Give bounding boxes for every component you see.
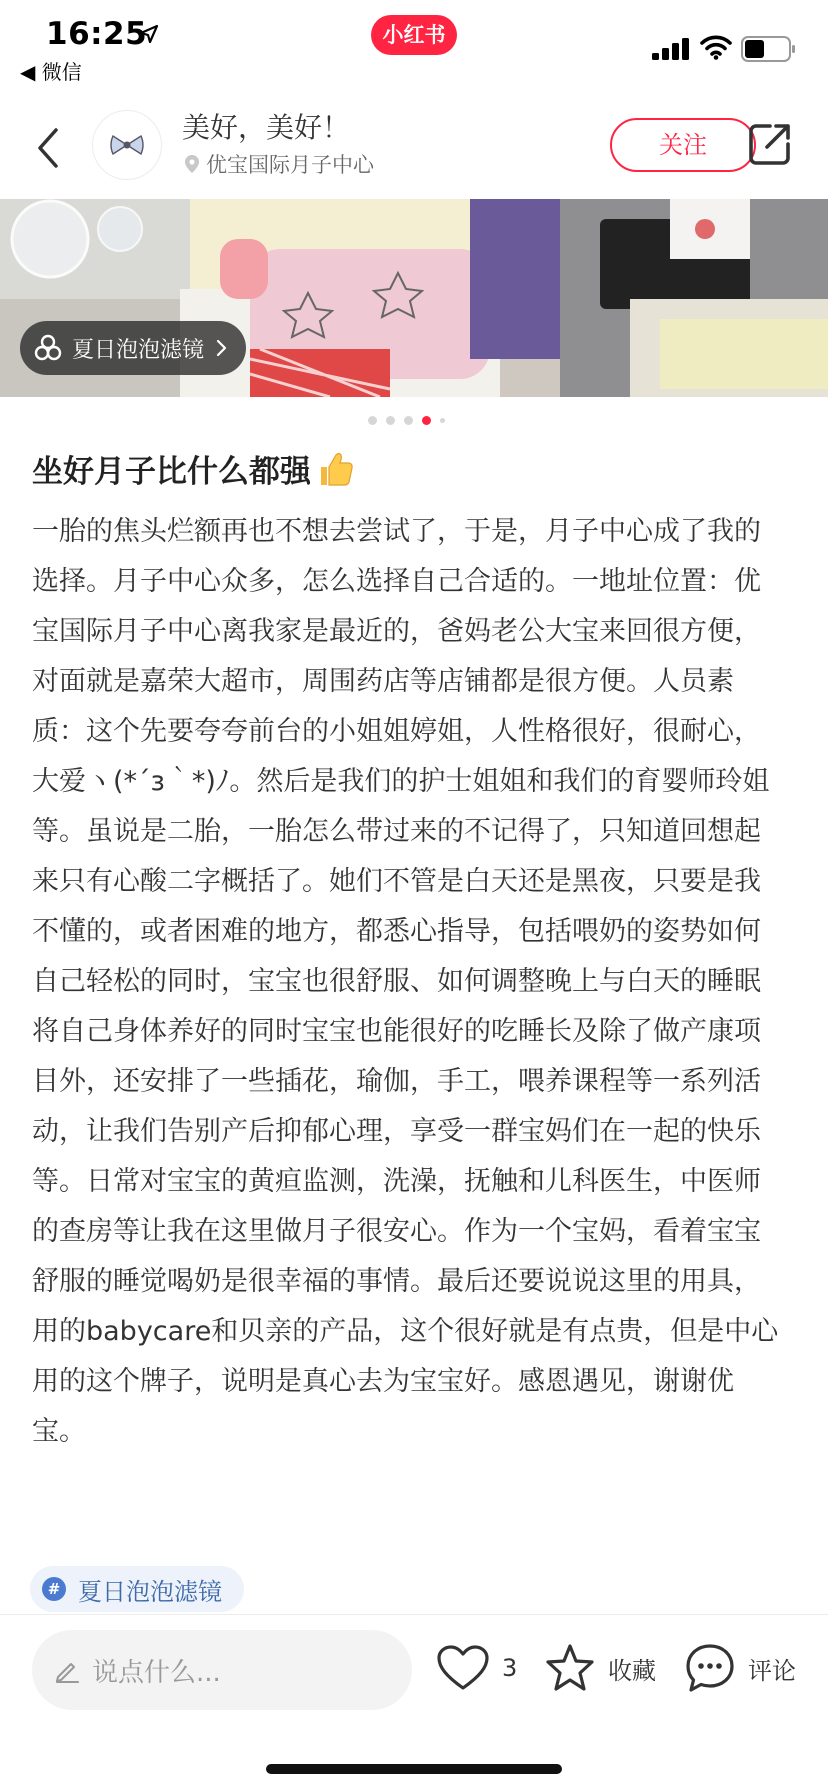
bow-icon	[93, 111, 161, 179]
page-dot	[404, 416, 413, 425]
collect-label: 收藏	[608, 1656, 656, 1685]
filter-label: 夏日泡泡滤镜	[72, 337, 205, 363]
chevron-right-icon	[216, 339, 228, 357]
location-name: 优宝国际月子中心	[206, 153, 374, 177]
location-arrow-icon	[139, 24, 159, 44]
bottom-divider	[0, 1614, 828, 1615]
comment-placeholder: 说点什么...	[92, 1657, 221, 1688]
hashtag-label: 夏日泡泡滤镜	[78, 1577, 222, 1606]
collect-button[interactable]	[544, 1640, 656, 1696]
bubbles-icon	[34, 334, 62, 362]
heart-icon	[436, 1644, 490, 1692]
comment-button[interactable]	[684, 1640, 796, 1696]
status-bar	[0, 0, 828, 90]
pencil-icon	[54, 1657, 80, 1683]
page-dot	[440, 418, 445, 423]
like-count: 3	[502, 1654, 518, 1682]
follow-button[interactable]: 关注	[610, 118, 756, 172]
comment-input[interactable]	[32, 1630, 412, 1710]
share-icon[interactable]	[748, 122, 792, 166]
author-name[interactable]: 美好，美好！	[182, 111, 351, 144]
image-page-indicator	[368, 416, 454, 425]
page-dot	[386, 416, 395, 425]
hashtag-chip[interactable]	[30, 1566, 244, 1612]
post-header	[0, 100, 828, 196]
location-tag[interactable]	[184, 150, 374, 178]
signal-icon	[652, 38, 690, 60]
star-icon	[544, 1643, 596, 1693]
page-dot	[368, 416, 377, 425]
location-pin-icon	[184, 154, 200, 174]
filter-badge[interactable]	[20, 321, 246, 375]
post-title	[32, 446, 355, 491]
back-to-app-link[interactable]: ◀ 微信	[20, 60, 82, 84]
wifi-icon	[700, 34, 732, 60]
author-avatar[interactable]	[92, 110, 162, 180]
back-chevron-icon[interactable]	[26, 120, 70, 176]
home-indicator[interactable]	[266, 1764, 562, 1774]
page-dot-active	[422, 416, 431, 425]
post-title-text: 坐好月子比什么都强	[32, 454, 311, 490]
thumbs-up-icon	[315, 449, 355, 489]
post-image[interactable]	[0, 199, 828, 397]
hashtag-icon: #	[42, 1577, 66, 1601]
app-logo: 小红书	[371, 15, 457, 55]
status-time: 16:25	[46, 16, 148, 52]
like-button[interactable]	[436, 1640, 517, 1696]
post-body: 一胎的焦头烂额再也不想去尝试了，于是，月子中心成了我的选择。月子中心众多，怎么选择自己合适的。一地址位置：优宝国际月子中心离我家是最近的，爸妈老公大宝来回很方便，对面就是嘉荣大超市，周围药店等店铺都是很方便。人员素质：这个先要夸夸前台的小姐姐婷姐，人性格很好，很耐心，大爱ヽ(*´з｀*)ﾉ。然后是我们的护士姐姐和我们的育婴师玲姐等。虽说是二胎，一胎怎么带过来的不记得了，只知道回想起来只有心酸二字概括了。她们不管是白天还是黑夜，只要是我不懂的，或者困难的地方，都悉心指导，包括喂奶的姿势如何自己轻松的同时，宝宝也很舒服、如何调整晚上与白天的睡眠将自己身体养好的同时宝宝也能很好的吃睡长及除了做产康项目外，还安排了一些插花，瑜伽，手工，喂养课程等一系列活动，让我们告别产后抑郁心理，享受一群宝妈们在一起的快乐等。日常对宝宝的黄疸监测，洗澡，抚触和儿科医生，中医师的查房等让我在这里做月子很安心。作为一个宝妈，看着宝宝舒服的睡觉喝奶是很幸福的事情。最后还要说说这里的用具，用的babycare和贝亲的产品，这个很好就是有点贵，但是中心用的这个牌子，说明是真心去为宝宝好。感恩遇见，谢谢优宝。	[32, 516, 779, 1447]
battery-icon	[741, 36, 797, 62]
comment-label: 评论	[748, 1656, 796, 1685]
chat-bubble-icon	[684, 1642, 736, 1694]
